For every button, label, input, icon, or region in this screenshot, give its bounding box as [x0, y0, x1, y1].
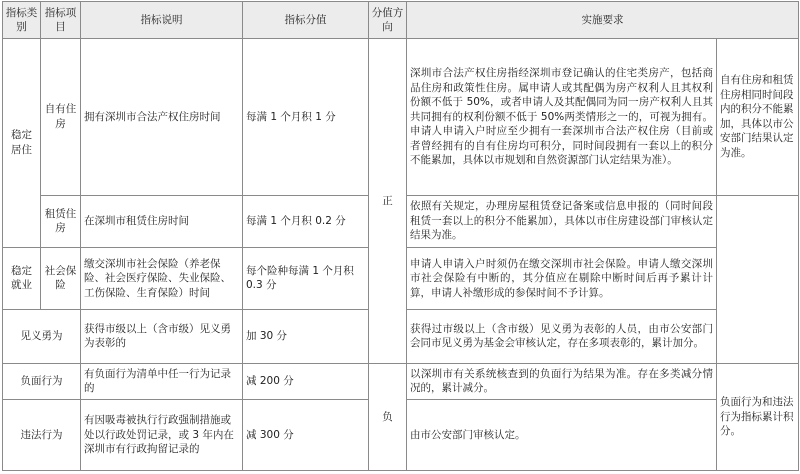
requirement-negative-behavior: 以深圳市有关系统核查到的负面行为结果为准。存在多类减分情况的，累计减分。: [407, 363, 717, 399]
direction-positive: 正: [369, 39, 407, 364]
header-direction: 分值方向: [369, 2, 407, 39]
requirement-rental-housing: 依照有关规定，办理房屋租赁登记备案或信息申报的（同时间段租赁一套以上的积分不能累加），具体以市住房建设部门审核认定结果为准。: [407, 195, 717, 247]
header-item: 指标项目: [41, 2, 81, 39]
note-empty: [717, 195, 799, 363]
description-good-deeds: 获得市级以上（含市级）见义勇为表彰的: [81, 309, 243, 363]
category-stable-employment: 稳定就业: [3, 247, 41, 309]
description-rental-housing: 在深圳市租赁住房时间: [81, 195, 243, 247]
score-good-deeds: 加 30 分: [243, 309, 369, 363]
score-rental-housing: 每满 1 个月积 0.2 分: [243, 195, 369, 247]
requirement-illegal-behavior: 由市公安部门审核认定。: [407, 400, 717, 471]
header-description: 指标说明: [81, 2, 243, 39]
item-owned-housing: 自有住房: [41, 39, 81, 196]
direction-negative: 负: [369, 363, 407, 470]
header-row: [3, 2, 799, 39]
header-score: 指标分值: [243, 2, 369, 39]
table-row-owned-housing: [3, 39, 799, 196]
score-illegal-behavior: 减 300 分: [243, 400, 369, 471]
header-category: 指标类别: [3, 2, 41, 39]
note-housing: 自有住房和租赁住房相同时间段内的积分不能累加，具体以市公安部门结果认定为准。: [717, 39, 799, 196]
requirement-good-deeds: 获得过市级以上（含市级）见义勇为表彰的人员，由市公安部门会同市见义勇为基金会审核认定，存在多项表彰的，累计加分。: [407, 309, 717, 363]
item-rental-housing: 租赁住房: [41, 195, 81, 247]
category-good-deeds: 见义勇为: [3, 309, 81, 363]
description-social-insurance: 缴交深圳市社会保险（养老保险、社会医疗保险、失业保险、工伤保险、生育保险）时间: [81, 247, 243, 309]
item-social-insurance: 社会保险: [41, 247, 81, 309]
category-illegal-behavior: 违法行为: [3, 400, 81, 471]
description-owned-housing: 拥有深圳市合法产权住房时间: [81, 39, 243, 196]
requirement-social-insurance: 申请人申请入户时须仍在缴交深圳市社会保险。申请人缴交深圳市社会保险有中断的，其分值应在剔除中断时间后再予累计计算，申请人补缴形成的参保时间不予计算。: [407, 247, 717, 309]
description-negative-behavior: 有负面行为清单中任一行为记录的: [81, 363, 243, 399]
score-negative-behavior: 减 200 分: [243, 363, 369, 399]
score-social-insurance: 每个险种每满 1 个月积 0.3 分: [243, 247, 369, 309]
note-penalty: 负面行为和违法行为指标累计积分。: [717, 363, 799, 470]
points-policy-table: [2, 1, 799, 471]
header-requirement: 实施要求: [407, 2, 799, 39]
score-owned-housing: 每满 1 个月积 1 分: [243, 39, 369, 196]
description-illegal-behavior: 有因吸毒被执行行政强制措施或处以行政处罚记录，或 3 年内在深圳市有行政拘留记录的: [81, 400, 243, 471]
table-row-negative-behavior: [3, 363, 799, 399]
requirement-owned-housing: 深圳市合法产权住房指经深圳市登记确认的住宅类房产，包括商品住房和政策性住房。属申请人或其配偶为房产权利人且其权利份额不低于 50%，或者申请人及其配偶同为同一房产权利人且其共同拥有的权利份额不低于 50%两类情形之一的，可视为拥有。申请人申请入户时应至少拥有一套深圳市合法产权住房（目前或者曾经拥有的自有住房均可积分，同时间段拥有一套以上的积分不能累加，具体以市规划和自然资源部门认定结果为准）。: [407, 39, 717, 196]
category-stable-housing: 稳定居住: [3, 39, 41, 248]
category-negative-behavior: 负面行为: [3, 363, 81, 399]
